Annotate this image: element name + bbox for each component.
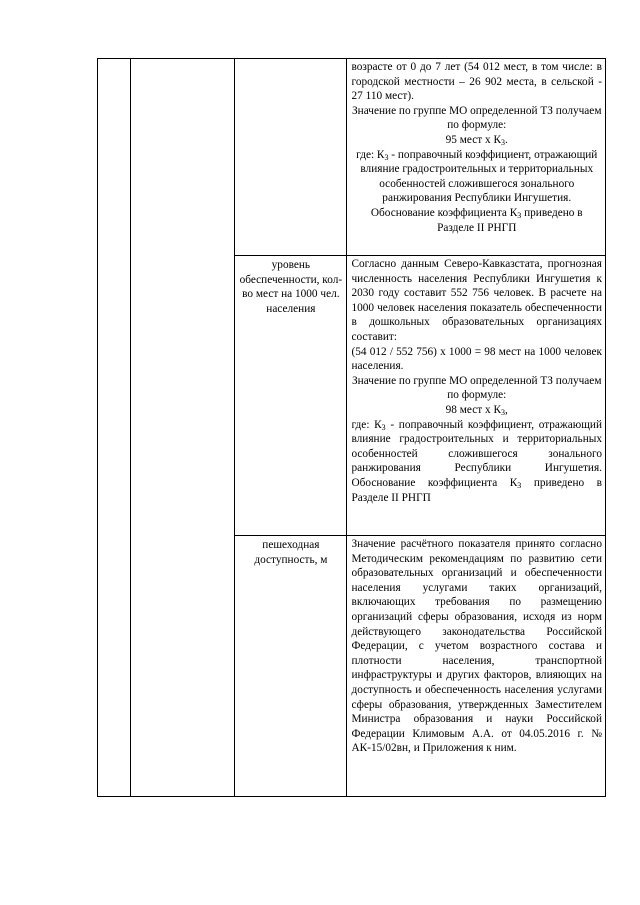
norms-table xyxy=(97,58,606,797)
indicator-cell xyxy=(235,59,347,256)
rationale-cell xyxy=(347,536,606,797)
table-row xyxy=(98,59,606,256)
coefficient-note: где: $К_3$ - поправочный коэффициент, отражающий влияние градостроительных и территориальных особенностей сложившегося зонального ранжирования Республики Ингушетия. Обоснование коэффициента $К_3$ приведено в Разделе II РНГП xyxy=(351,418,603,504)
facility-cell xyxy=(131,59,235,797)
paragraph: Значение расчётного показателя принято согласно Методическим рекомендациям по развитию сети образовательных организаций и обеспеченности населения услугами таких организаций, включающих требования по размещению организаций сферы образования, исходя из норм действующего законодательства Российской Федерации, с учетом возрастного состава и плотности населения, транспортной инфраструктуры и других факторов, влияющих на доступность и обеспеченность населения услугами сферы образования, утвержденных Заместителем Министра образования и науки Российской Федерации Климовым А.А. от 04.05.2016 г. № АК-15/02вн, и Приложения к ним. xyxy=(351,538,602,755)
indicator-cell: уровень обеспеченности, кол-во мест на 1000 чел. населения xyxy=(235,256,347,536)
number-cell xyxy=(98,59,131,797)
coefficient-note: где: $К_3$ - поправочный коэффициент, отражающий влияние градостроительных и территориальных особенностей сложившегося зонального ранжирования Республики Ингушетия. Обоснование коэффициента $К_3$ приведено в Разделе II РНГП xyxy=(356,148,598,234)
rationale-cell xyxy=(347,256,606,536)
formula-paragraph: 95 мест х $К_3$. xyxy=(445,133,508,147)
rationale-cell xyxy=(347,59,606,256)
formula-paragraph: 98 мест х $К_3$, xyxy=(445,403,508,417)
paragraph: Значение по группе МО определенной ТЗ получаем по формуле: xyxy=(352,104,602,132)
paragraph: Согласно данным Северо-Кавказстата, прогнозная численность населения Республики Ингушетия к 2030 году составит 552 756 человек. В расчете на 1000 человек населения показатель обеспеченности в дошкольных образовательных организациях составит: xyxy=(351,258,602,343)
paragraph: возрасте от 0 до 7 лет (54 012 мест, в том числе: в городской местности – 26 902 места, в сельской - 27 110 мест). xyxy=(351,61,602,103)
indicator-cell: пешеходная доступность, м xyxy=(235,536,347,797)
paragraph: (54 012 / 552 756) х 1000 = 98 мест на 1000 человек населения. xyxy=(351,345,602,373)
paragraph: Значение по группе МО определенной ТЗ получаем по формуле: xyxy=(352,374,602,402)
